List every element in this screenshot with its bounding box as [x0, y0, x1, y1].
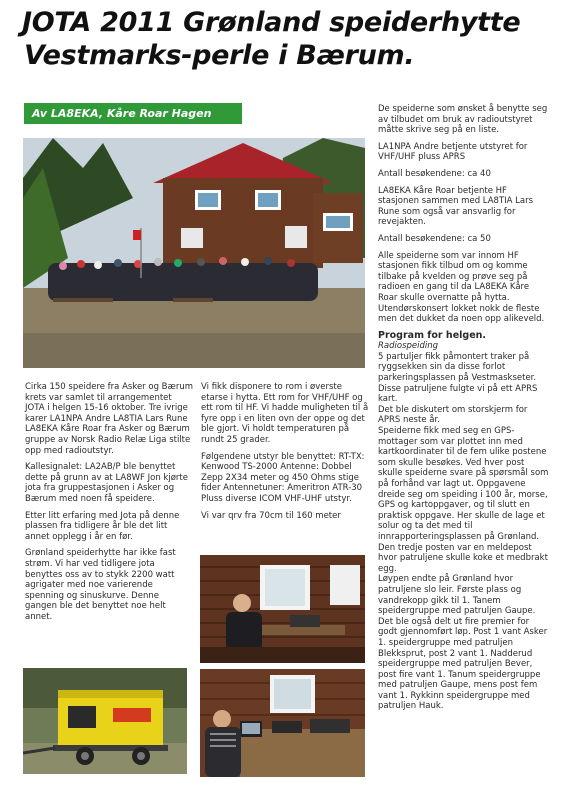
col3-para-5: Antall besøkendene: ca 50: [378, 233, 491, 244]
col1-para-3: Etter litt erfaring med Jota på denne plassen fra tidligere år ble det litt annet opplegg i år en før.: [25, 510, 180, 542]
col2-para-3: Vi var qrv fra 70cm til 160 meter: [201, 510, 341, 521]
cabin-photo: [23, 138, 365, 368]
col3-para-1: De speiderne som ønsket å benytte seg av tilbudet om bruk av radioutstyret måtte skrive seg på en liste.: [378, 104, 548, 136]
col1-para-4: Grønland speiderhytte har ikke fast strøm. Vi har ved tidligere jota benyttes oss av to stykk 2200 watt agrigater med noe varierende spenning og sinuskurve. Denne gangen ble det benyttet noe helt annet.: [25, 548, 176, 622]
title-line-2: Vestmarks-perle i Bærum.: [24, 40, 415, 71]
program-subheading: Radiospeiding: [378, 341, 439, 352]
col1-para-1: Cirka 150 speidere fra Asker og Bærum krets var samlet til arrangementet JOTA i helgen 15-16 oktober. Tre ivrige karer LA1NPA Andre LA8TIA Lars Rune LA8EKA Kåre Roar fra Asker og Bærum gruppe av Norsk Radio Relæ Liga stilte opp med radioutstyr.: [25, 382, 194, 456]
generator-photo: [23, 668, 187, 774]
program-heading: Program for helgen.: [378, 329, 487, 341]
program-para-1: 5 partuljer fikk påmontert traker på ryggsekken sin da disse forlot parkeringsplassen på Vestmaskseter. Disse patruljene fulgte vi på ett APRS kart.: [378, 351, 538, 405]
col3-para-2: LA1NPA Andre betjente utstyret for VHF/UHF pluss APRS: [378, 141, 528, 163]
program-para-3: Speiderne fikk med seg en GPS-mottager som var plottet inn med kartkoordinater til de fem ulike postene som skulle besøkes. Ved hver post skulle speiderne svare på spørsmål som på forhånd var lagt ut. Oppgavene dreide seg om speiding i 100 år, morse, GPS og kartoppgaver, og til slutt en praktisk oppgave. Her skulle de lage et solur og ta det med til innrapporteringsplassen på Grønland. Den tredje posten var en meldepost hvor patruljene skulle koke et medbrakt egg.: [378, 426, 549, 574]
article-title: [22, 6, 562, 72]
col3-para-4: LA8EKA Kåre Roar betjente HF stasjonen sammen med LA8TIA Lars Rune som også var ansvarlig for revejakten.: [378, 185, 534, 228]
radio-room-photo-2: [200, 669, 365, 777]
author-byline: Av LA8EKA, Kåre Roar Hagen: [24, 103, 242, 124]
radio-room-photo-1: [200, 555, 365, 663]
col1-para-2: Kallesignalet: LA2AB/P ble benyttet dette på grunn av at LA8WF Jon kjørte jota fra gruppestasjonen i Asker og Bærum med noen få speidere.: [25, 462, 188, 504]
column-3: [378, 104, 550, 712]
program-para-2: Det ble diskutert om storskjerm for APRS neste år.: [378, 404, 528, 426]
title-line-1: JOTA 2011 Grønland speiderhytte: [22, 7, 521, 38]
column-2: [201, 382, 369, 527]
program-para-4: Løypen endte på Grønland hvor patruljene slo leir. Første plass og vandrekopp gikk til 1. Tanem speidergruppe med patruljen Gaupe. Det ble også delt ut fire premier for godt gjennomført løp. Post 1 vant Asker 1. speidergruppe med patruljen Blekksprut, post 2 vant 1. Nadderud speidergruppe med patruljen Bever, post fire vant 1. Tanum speidergruppe med patruljen Gaupe, mens post fem vant 1. Rykkinn speidergruppe med patruljen Hauk.: [378, 574, 548, 712]
col3-para-6: Alle speiderne som var innom HF stasjonen fikk tilbud om og komme tilbake på kvelden og prøve seg på radioen en gang til da LA8EKA Kåre Roar skulle overnatte på hytta. Utendørskonsert lokket nokk de fleste men det dukket da noen opp alikeveld.: [378, 250, 545, 325]
col2-para-2: Følgendene utstyr ble benyttet: RT-TX: Kenwood TS-2000 Antenne: Dobbel Zepp 2X34 meter og 450 Ohms stige fider Antennetuner: Ameritron ATR-30 Pluss diverse ICOM VHF-UHF utstyr.: [201, 451, 365, 504]
col3-para-3: Antall besøkendene: ca 40: [378, 168, 491, 179]
column-1: [25, 382, 193, 628]
col2-para-1: Vi fikk disponere to rom i øverste etarse i hytta. Ett rom for VHF/UHF og ett rom til HF. Vi hadde muligheten til å fyre opp i en liten ovn der oppe og det ble gjort. Vi holdt temperaturen på rundt 25 grader.: [201, 382, 369, 445]
